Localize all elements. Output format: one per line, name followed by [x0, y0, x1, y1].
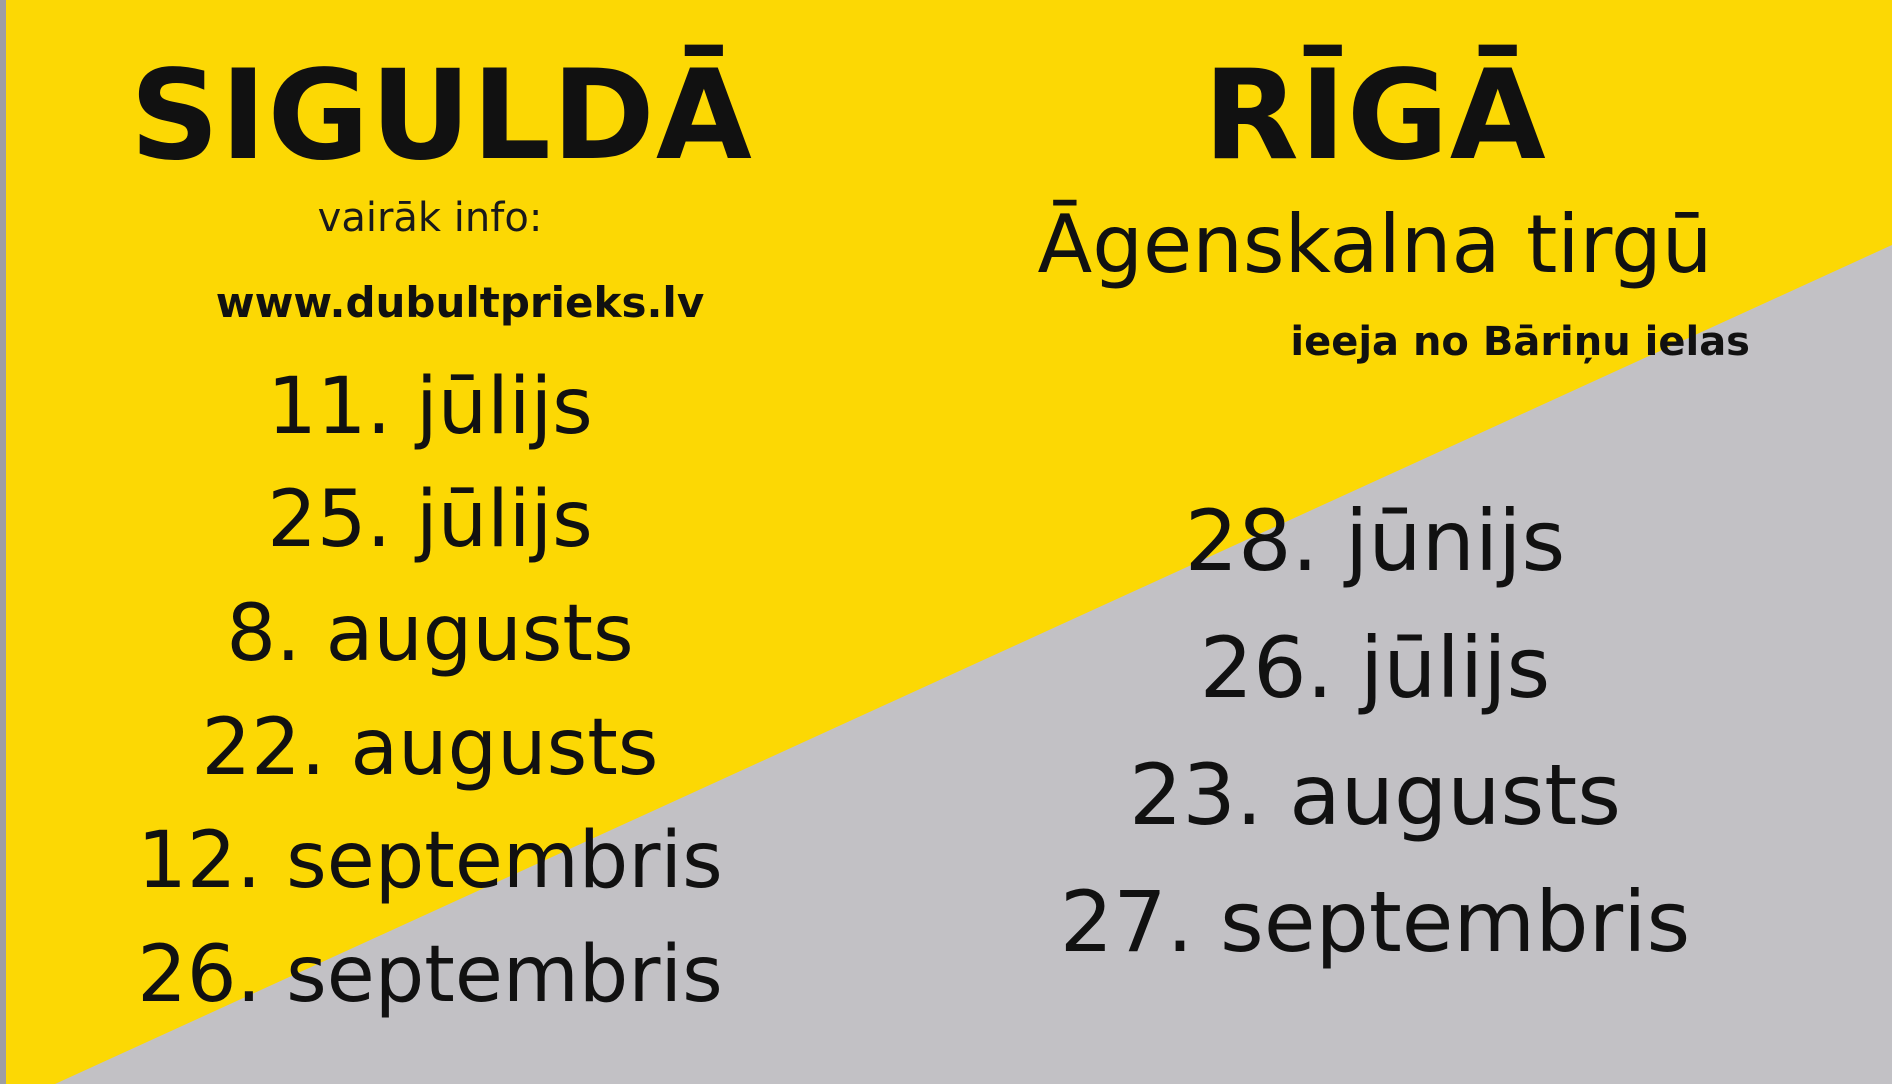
- riga-date-3: 23. augusts: [1128, 746, 1622, 844]
- riga-date-4: 27. septembris: [1059, 873, 1691, 971]
- sigulda-date-6: 26. septembris: [137, 930, 723, 1020]
- riga-date-1: 28. jūnijs: [1184, 492, 1566, 590]
- website-link[interactable]: www.dubultprieks.lv: [215, 278, 705, 327]
- sigulda-date-2: 25. jūlijs: [267, 475, 593, 565]
- riga-venue: Āgenskalna tirgū: [1037, 198, 1713, 291]
- more-info-label: vairāk info:: [317, 195, 543, 241]
- riga-date-2: 26. jūlijs: [1199, 619, 1551, 717]
- sigulda-date-1: 11. jūlijs: [267, 362, 593, 452]
- sigulda-date-5: 12. septembris: [137, 816, 723, 906]
- riga-title: RĪGĀ: [1203, 44, 1547, 188]
- sigulda-date-3: 8. augusts: [226, 589, 634, 679]
- riga-entrance: ieeja no Bāriņu ielas: [1290, 319, 1750, 365]
- sigulda-date-4: 22. augusts: [201, 703, 659, 793]
- sigulda-title: SIGULDĀ: [130, 44, 753, 188]
- left-edge-strip: [0, 0, 6, 1084]
